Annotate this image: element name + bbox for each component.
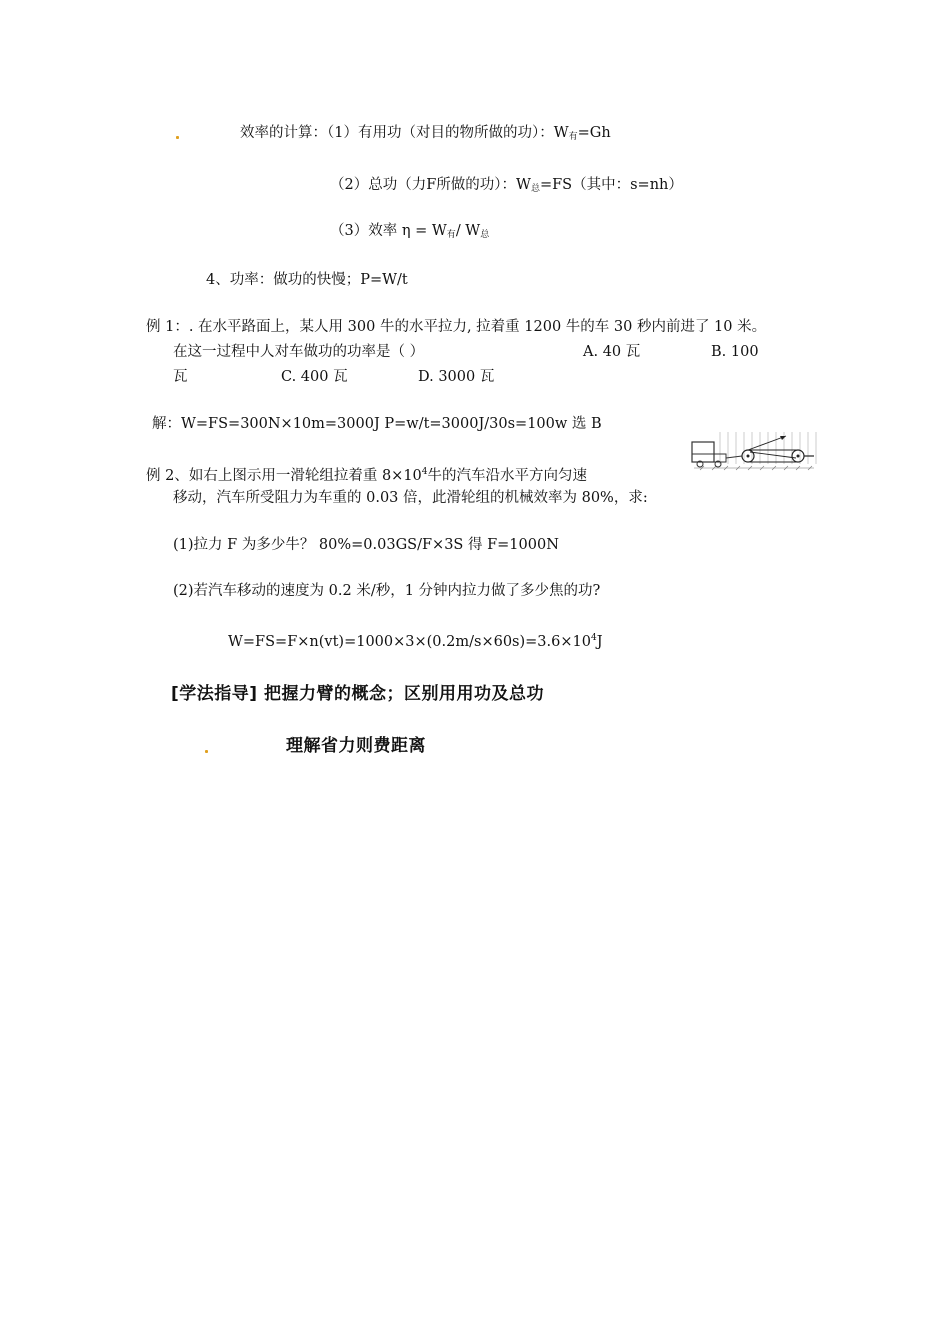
example2-part2: (2)若汽车移动的速度为 0.2 米/秒，1 分钟内拉力做了多少焦的功?: [173, 583, 601, 599]
example1-option-a: A. 40 瓦: [583, 344, 641, 360]
example2-question-cont: 移动，汽车所受阻力为车重的 0.03 倍，此滑轮组的机械效率为 80%，求:: [173, 490, 648, 506]
example2-question: 例 2、如右上图示用一滑轮组拉着重 $8\times 10^4$牛的汽车沿水平方向匀速: [146, 467, 588, 484]
efficiency-useful-work-line: 效率的计算：（1）有用功（对目的物所做的功）：$W_有=Gh$: [240, 125, 611, 142]
pulley-truck-figure: [690, 428, 818, 472]
marker-dot: [176, 136, 179, 139]
example1-option-d: D. 3000 瓦: [418, 369, 495, 385]
efficiency-ratio-line: （3）效率 $\eta = W_有/$ $W_总$: [330, 223, 490, 240]
study-guide-point: 理解省力则费距离: [286, 736, 426, 756]
power-line: 4、功率：做功的快慢；P=W/t: [206, 272, 408, 288]
example1-solution: 解：W=FS=300N×10m=3000J P=w/t=3000J/30s=100w 选 B: [152, 416, 602, 432]
example1-option-b: B. 100: [711, 344, 759, 360]
example1-question-cont: 在这一过程中人对车做功的功率是（ ）: [173, 344, 425, 360]
total-work-line: （2）总功（力F所做的功）：$W_总=FS$（其中：s=nh）: [330, 177, 683, 194]
example1-option-b-unit: 瓦: [173, 369, 188, 385]
example2-part1: (1)拉力 F 为多少牛？ 80%=0.03GS/F×3S 得 F=1000N: [173, 537, 559, 553]
study-guide-heading: [学法指导] 把握力臂的概念；区别用用功及总功: [171, 684, 544, 704]
marker-dot: [205, 750, 208, 753]
example1-question: 例 1：. 在水平路面上，某人用 300 牛的水平拉力, 拉着重 1200 牛的车 30 秒内前进了 10 米。: [146, 319, 767, 335]
example1-option-c: C. 400 瓦: [281, 369, 348, 385]
example2-part2-answer: $W=FS=F\times n(vt)=1000\times 3\times(0.2m/s\times 60s)=3.6\times 10^4J$: [228, 633, 603, 650]
